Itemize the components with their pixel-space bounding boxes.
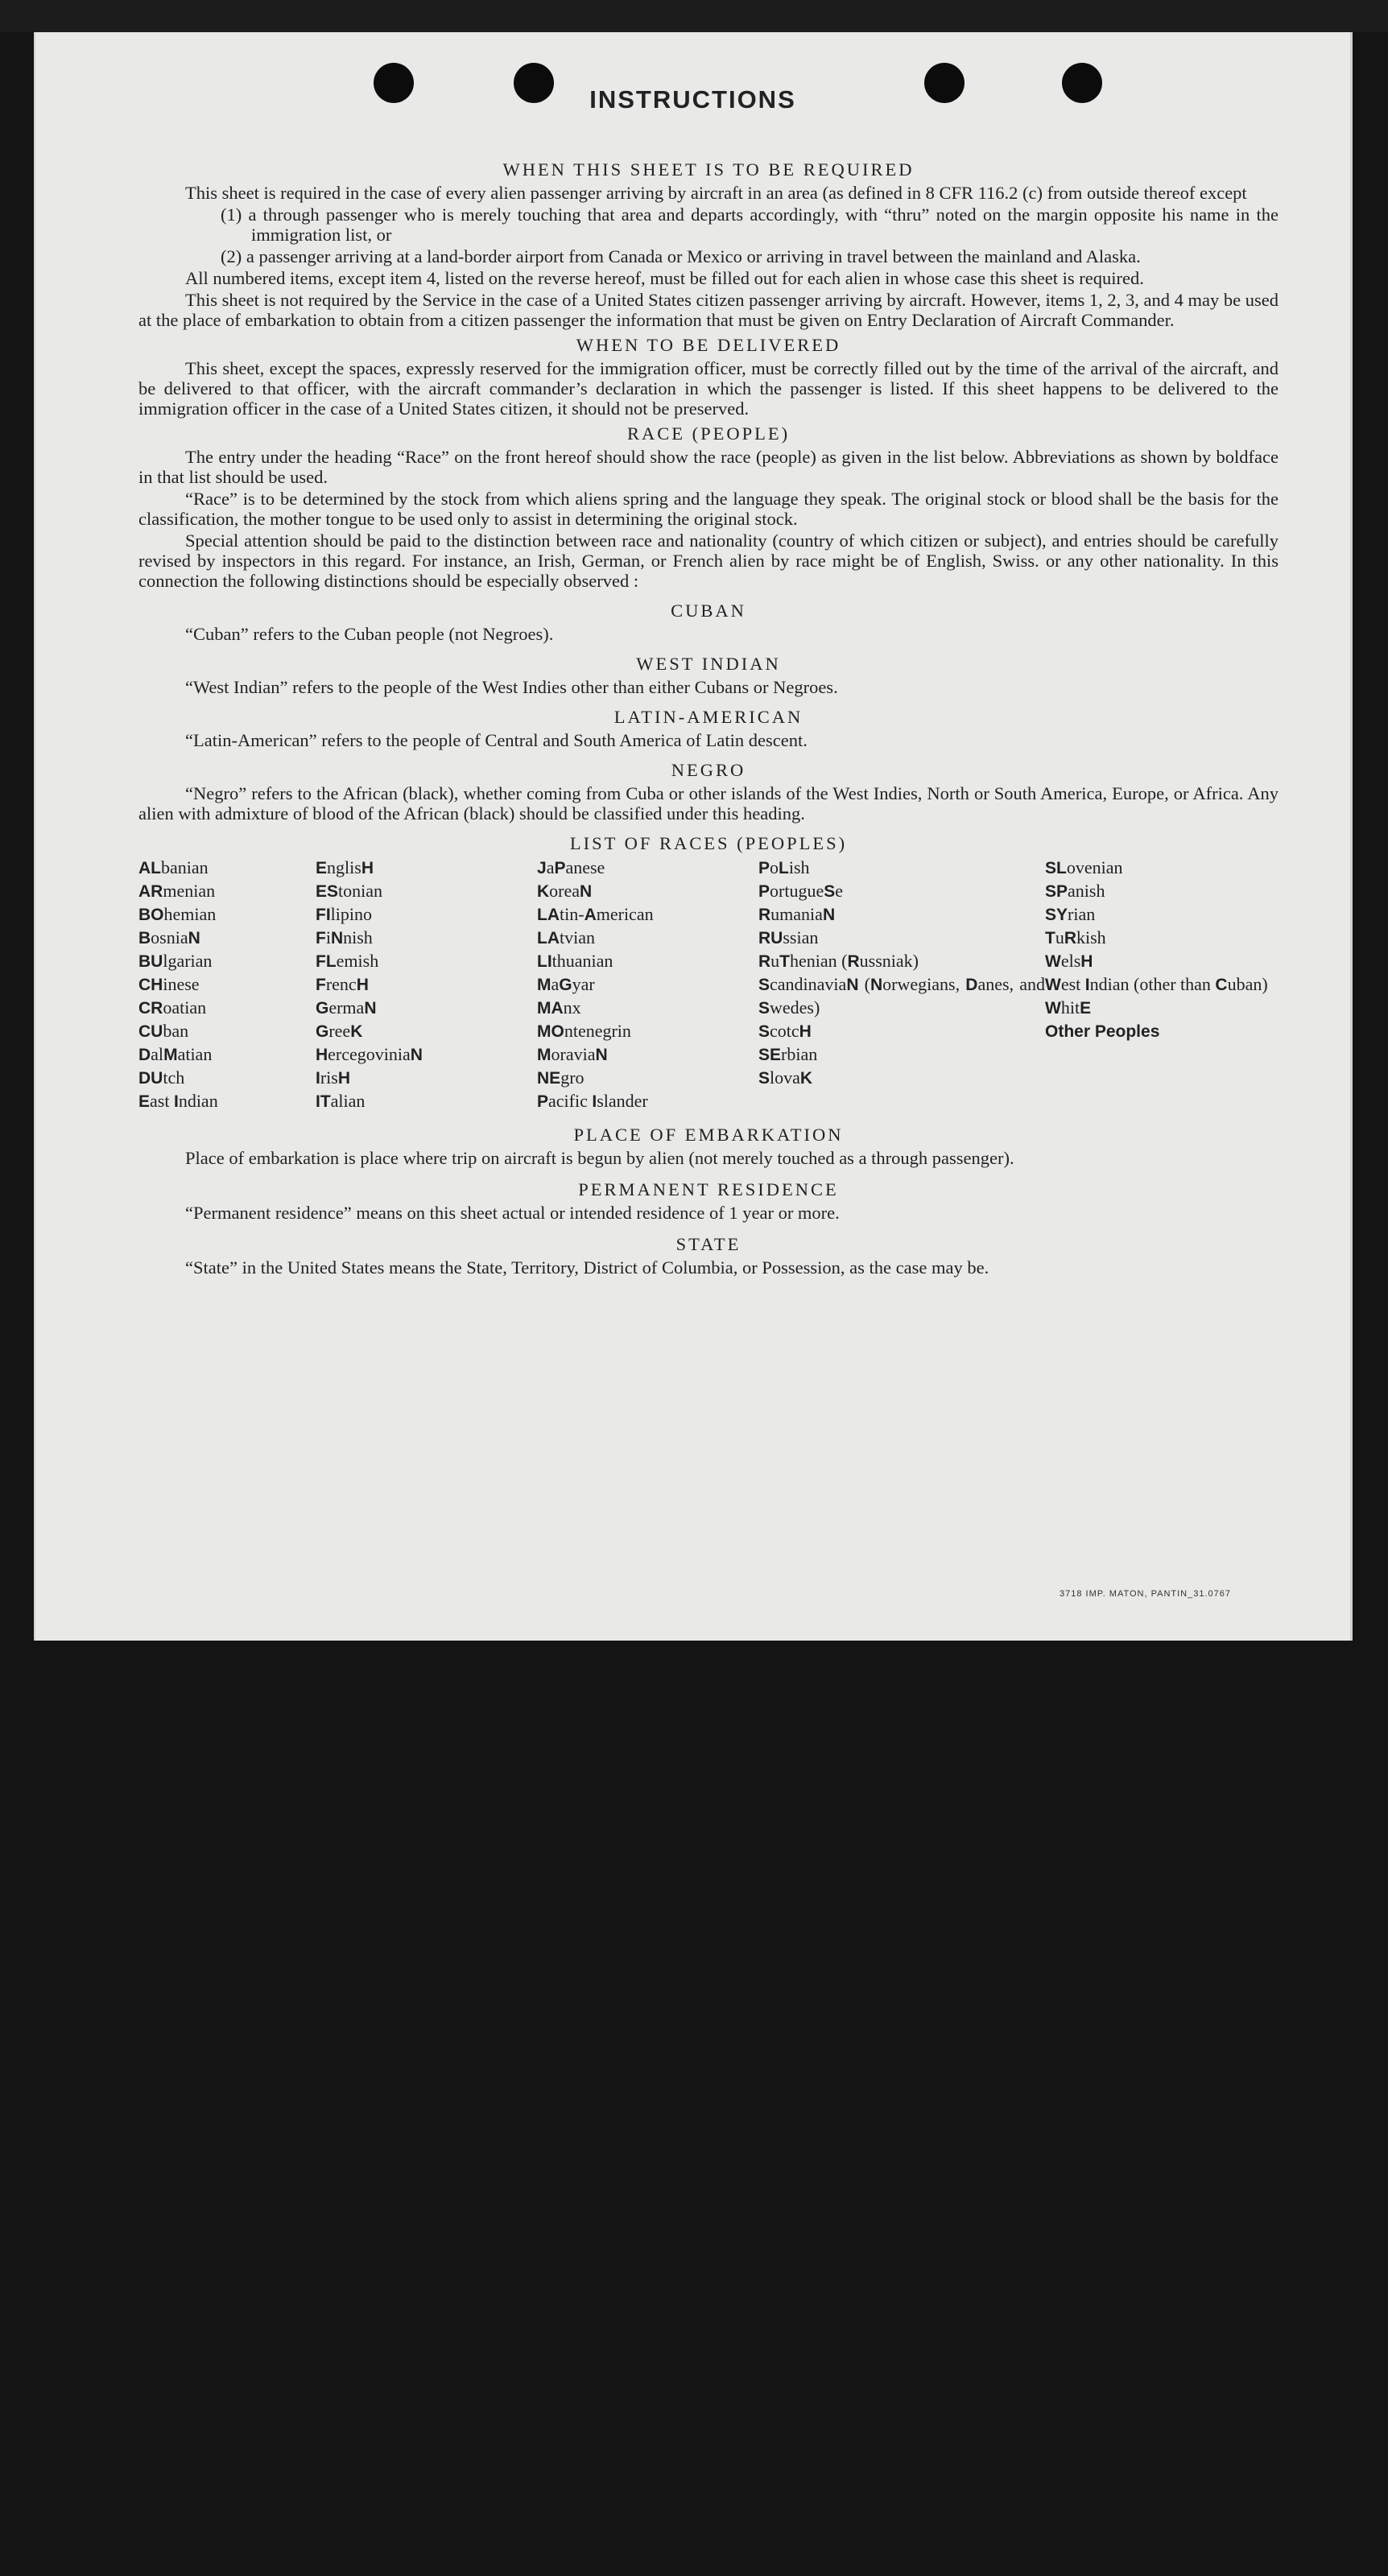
race-entry: Other Peoples [1045, 1022, 1160, 1041]
race-entry: FLemish [316, 951, 379, 971]
race-entry: GreeK [316, 1021, 363, 1041]
race-entry: East Indian [138, 1091, 218, 1111]
paragraph: “Cuban” refers to the Cuban people (not Negroes). [185, 624, 554, 644]
paragraph: This sheet, except the spaces, expressly reserved for the immigration officer, must be correctly filled out by the time of the arrival of the aircraft, and be delivered to that officer, with the aircraft commander’s declaration in which the passenger is listed. If this sheet happens to be delivered to the immigration officer in the case of a United States citizen, it should not be preserved. [138, 358, 1279, 419]
race-entry: MAnx [537, 997, 581, 1018]
race-entry: EStonian [316, 881, 383, 901]
race-entry: LIthuanian [537, 951, 613, 971]
race-entry: SPanish [1045, 881, 1105, 901]
race-entry: TuRkish [1045, 927, 1106, 947]
race-entry: SlovaK [758, 1067, 813, 1088]
section-heading-latin-american: LATIN-AMERICAN [613, 707, 803, 727]
section-heading-when-delivered: WHEN TO BE DELIVERED [576, 335, 841, 355]
race-entry: WhitE [1045, 997, 1092, 1018]
section-heading-state: STATE [675, 1234, 742, 1254]
race-entry: KoreaN [537, 881, 593, 901]
paragraph: “State” in the United States means the State, Territory, District of Columbia, or Possession, as the case may be. [185, 1257, 989, 1278]
race-entry: West Indian (other than Cuban) [1045, 974, 1268, 994]
race-column [537, 857, 758, 1113]
race-entry: CHinese [138, 974, 200, 994]
race-entry: LAtvian [537, 927, 595, 947]
paragraph: This sheet is required in the case of every alien passenger arriving by aircraft in an area (as defined in 8 CFR 116.2 (c) from outside thereof except [185, 183, 1247, 203]
race-entry: MaGyar [537, 974, 595, 994]
paragraph: All numbered items, except item 4, listed on the reverse hereof, must be filled out for each alien in whose case this sheet is required. [185, 268, 1144, 288]
section-heading-race: RACE (PEOPLE) [626, 423, 791, 444]
scan-border [0, 0, 1388, 32]
document-page [34, 32, 1353, 1641]
race-entry: JaPanese [537, 857, 605, 877]
race-entry: BosniaN [138, 927, 200, 947]
printer-imprint: 3718 IMP. MATON, PANTIN_31.0767 [1060, 1589, 1231, 1599]
race-entry: SYrian [1045, 904, 1096, 924]
race-entry: CRoatian [138, 997, 207, 1018]
race-entry: SErbian [758, 1044, 818, 1064]
race-entry: BUlgarian [138, 951, 213, 971]
section-heading-residence: PERMANENT RESIDENCE [578, 1179, 839, 1199]
race-entry: PoLish [758, 857, 810, 877]
race-column [1045, 857, 1279, 1113]
race-entry: ALbanian [138, 857, 209, 877]
paragraph: This sheet is not required by the Service in the case of a United States citizen passenger arriving by aircraft. However, items 1, 2, 3, and 4 may be used at the place of embarkation to obtain from a citizen passenger the information that must be given on Entry Declaration of Aircraft Commander. [138, 290, 1279, 330]
race-entry: CUban [138, 1021, 189, 1041]
race-entry: ScandinaviaN (Norwegians, Danes, and Swedes) [758, 974, 1045, 1018]
race-entry: DalMatian [138, 1044, 213, 1064]
race-entry: LAtin-American [537, 904, 654, 924]
race-entry: MOntenegrin [537, 1021, 631, 1041]
paragraph: “Race” is to be determined by the stock from which aliens spring and the language they speak. The original stock or blood shall be the basis for the classification, the mother tongue to be used only to assist in determining the original stock. [138, 489, 1279, 529]
paragraph: “Permanent residence” means on this sheet actual or intended residence of 1 year or more. [185, 1203, 840, 1223]
section-heading-cuban: CUBAN [671, 601, 746, 621]
race-list [138, 857, 1279, 1113]
paragraph: “Latin-American” refers to the people of Central and South America of Latin descent. [185, 730, 808, 750]
paragraph: Special attention should be paid to the distinction between race and nationality (country of which citizen or subject), and entries should be carefully revised by inspectors in this regard. For instance, an Irish, German, or French alien by race might be of English, Swiss. or any other nationality. In this connection the following distinctions should be especially observed : [138, 530, 1279, 591]
race-entry: GermaN [316, 997, 377, 1018]
paragraph: The entry under the heading “Race” on the front hereof should show the race (people) as given in the list below. Abbreviations as shown by boldface in that list should be used. [138, 447, 1279, 487]
race-column [758, 857, 1045, 1113]
race-entry: SLovenian [1045, 857, 1123, 877]
section-heading-list-of-races: LIST OF RACES (PEOPLES) [569, 833, 848, 853]
race-entry: FIlipino [316, 904, 373, 924]
race-entry: ARmenian [138, 881, 216, 901]
race-entry: HercegoviniaN [316, 1044, 423, 1064]
race-entry: PortugueSe [758, 881, 843, 901]
section-heading-negro: NEGRO [671, 760, 746, 780]
instructions-body [138, 122, 1279, 1279]
section-heading-west-indian: WEST INDIAN [636, 654, 781, 674]
section-heading-embarkation: PLACE OF EMBARKATION [573, 1125, 844, 1145]
section-heading-when-required: WHEN THIS SHEET IS TO BE REQUIRED [502, 159, 915, 180]
paragraph: “Negro” refers to the African (black), whether coming from Cuba or other islands of the West Indies, North or South America, Europe, or Africa. Any alien with admixture of blood of the African (black) should be classified under this heading. [138, 783, 1279, 824]
race-column [138, 857, 316, 1113]
race-entry: BOhemian [138, 904, 217, 924]
race-entry: Pacific Islander [537, 1091, 648, 1111]
race-entry: ScotcH [758, 1021, 812, 1041]
race-column [316, 857, 537, 1113]
race-entry: FrencH [316, 974, 369, 994]
race-entry: WelsH [1045, 951, 1093, 971]
race-entry: FiNnish [316, 927, 373, 947]
race-entry: MoraviaN [537, 1044, 608, 1064]
exception-item: (1) a through passenger who is merely touching that area and departs accordingly, with “thru” noted on the margin opposite his name in the immigration list, or [221, 204, 1279, 245]
page-title: INSTRUCTIONS [589, 85, 796, 114]
race-entry: RUssian [758, 927, 819, 947]
race-entry: ITalian [316, 1091, 366, 1111]
race-entry: EnglisH [316, 857, 374, 877]
race-entry: NEgro [537, 1067, 585, 1088]
paragraph: Place of embarkation is place where trip on aircraft is begun by alien (not merely touched as a through passenger). [185, 1148, 1014, 1168]
race-entry: DUtch [138, 1067, 185, 1088]
race-entry: IrisH [316, 1067, 351, 1088]
exception-item: (2) a passenger arriving at a land-border airport from Canada or Mexico or arriving in travel between the mainland and Alaska. [221, 246, 1141, 266]
race-entry: RuThenian (Russniak) [758, 951, 919, 971]
paragraph: “West Indian” refers to the people of the West Indies other than either Cubans or Negroes. [185, 677, 838, 697]
race-entry: RumaniaN [758, 904, 836, 924]
